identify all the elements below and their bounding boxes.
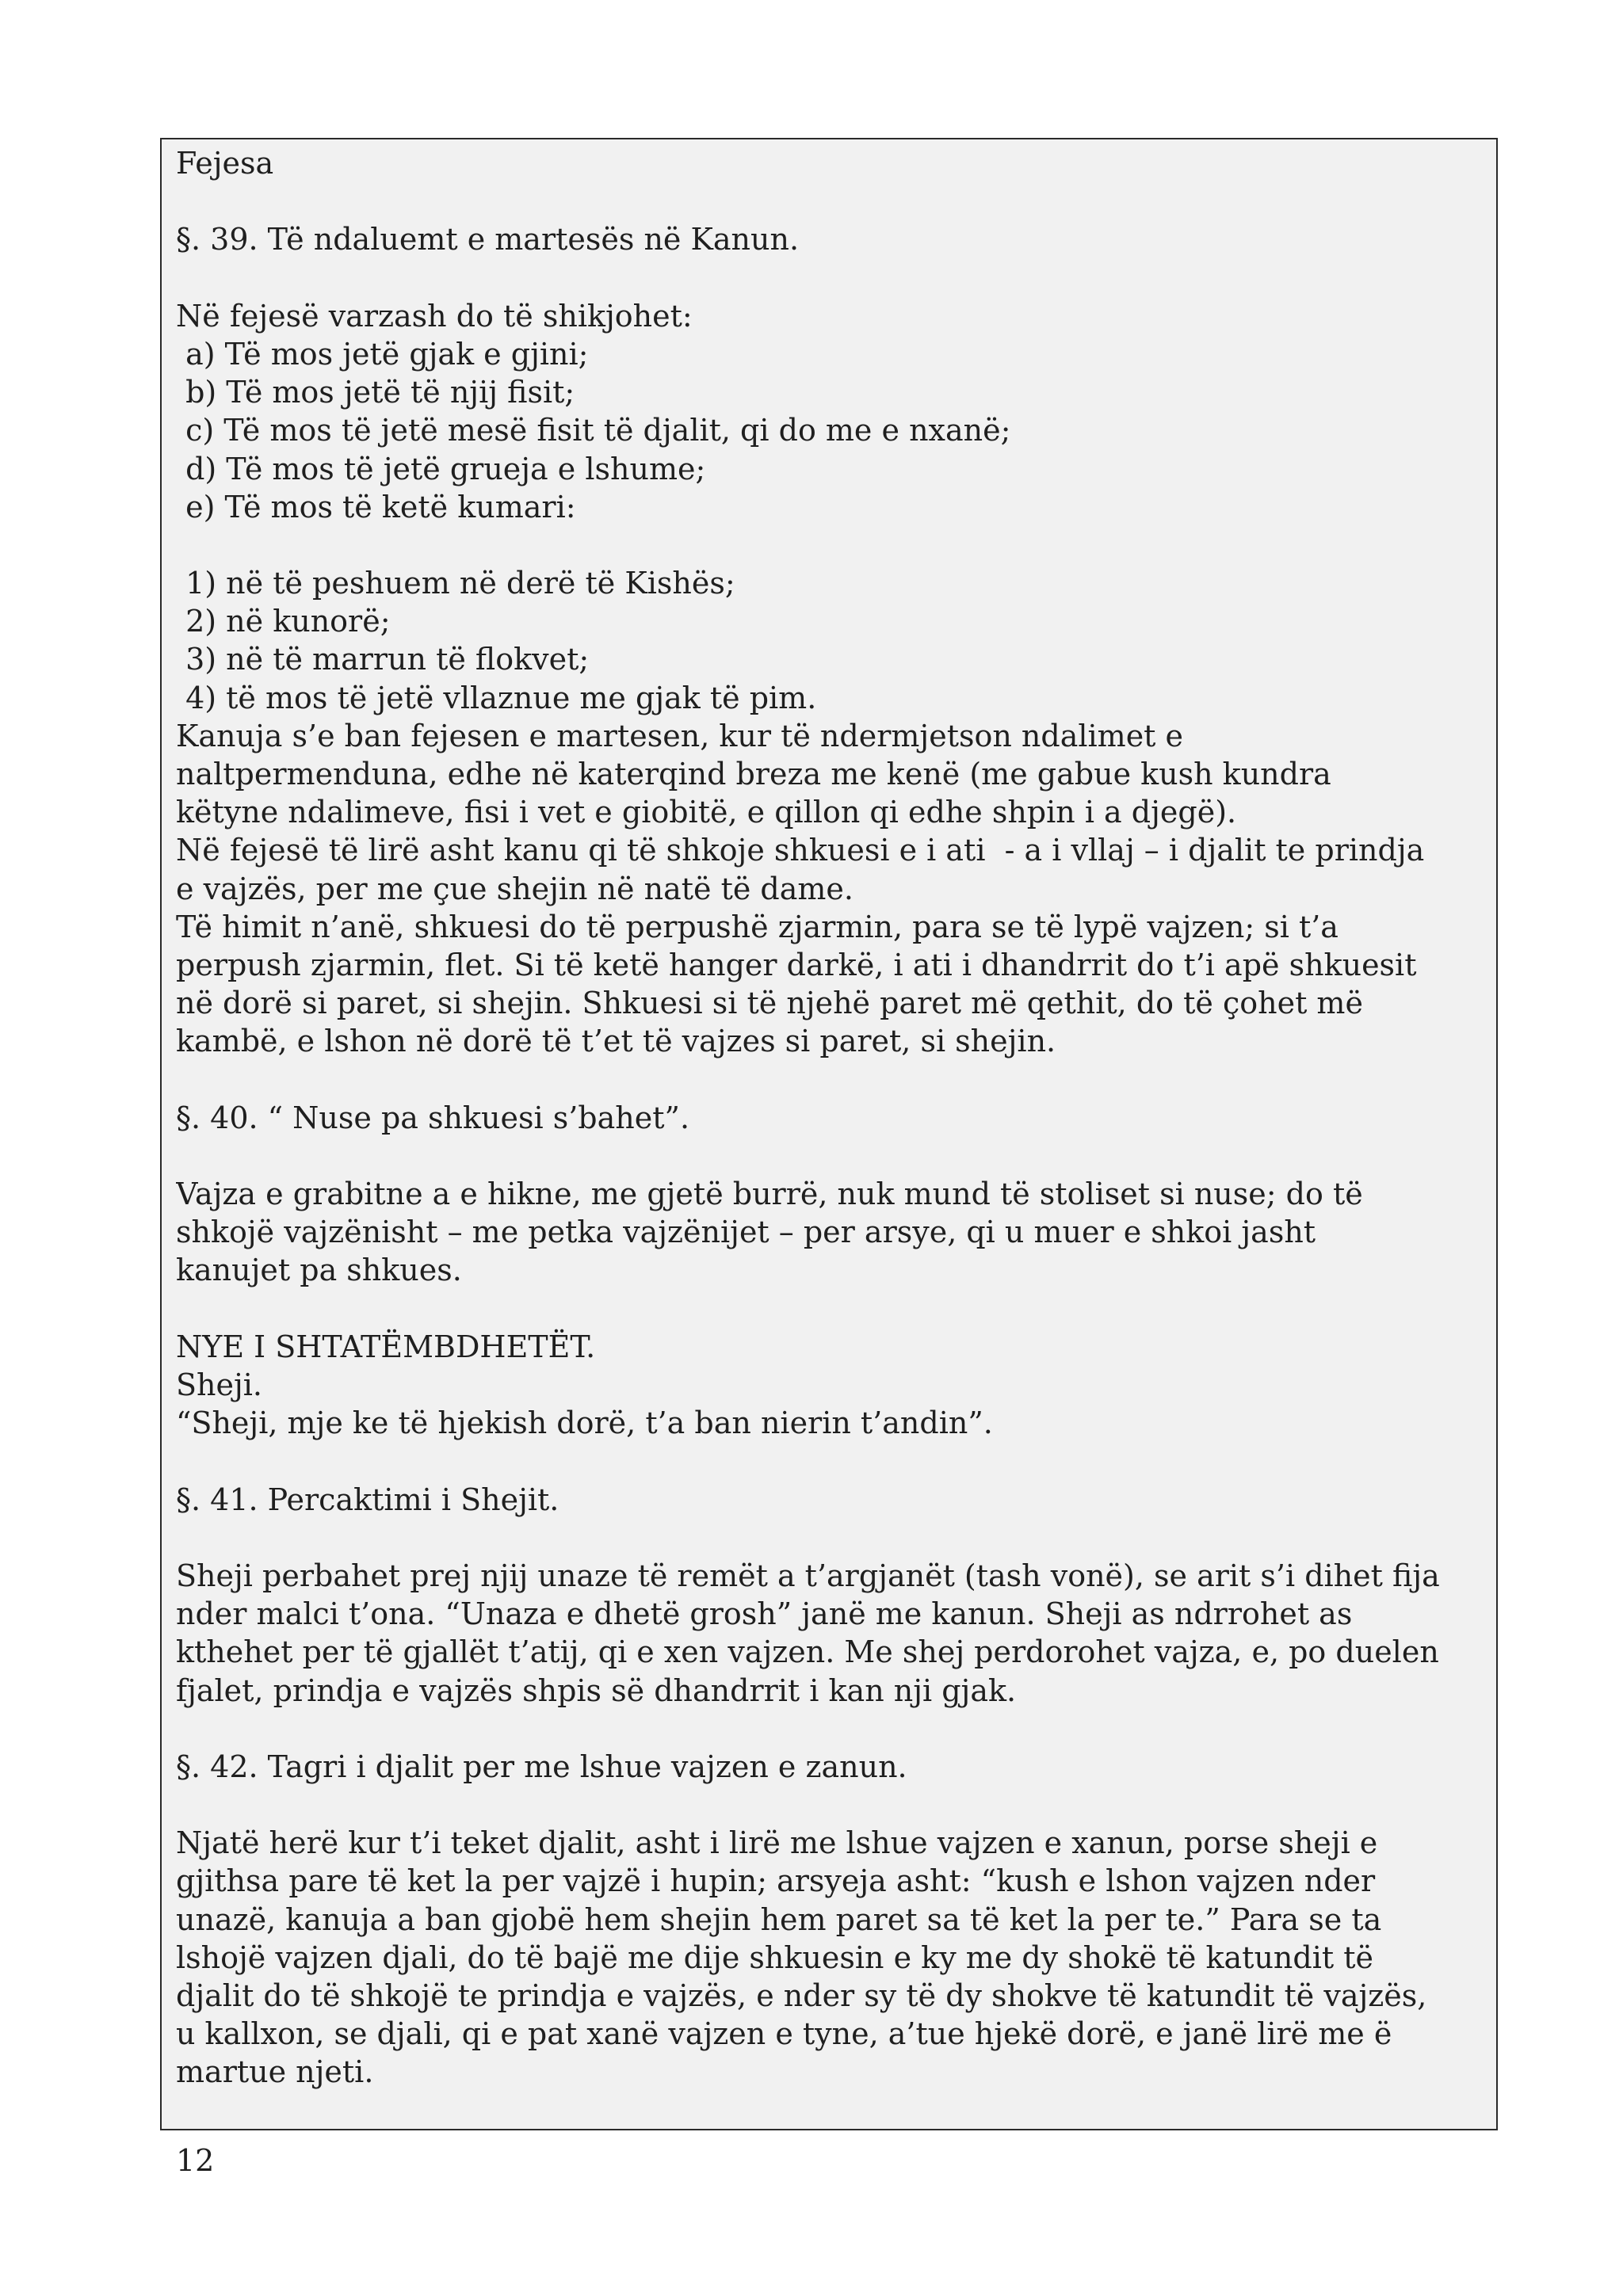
- text-line: lshojë vajzen djali, do të bajë me dije shkuesin e ky me dy shokë të katundit të: [176, 1939, 1373, 1975]
- blank-line: [176, 182, 1482, 220]
- text-line: Në fejesë të lirë asht kanu qi të shkoje shkuesi e i ati - a i vllaj – i djalit te prindja: [176, 833, 1425, 868]
- text-line: §. 42. Tagri i djalit per me lshue vajzen e zanun.: [176, 1749, 907, 1784]
- text-line: Të himit n’anë, shkuesi do të perpushë zjarmin, para se të lypë vajzen; si t’a: [176, 909, 1338, 944]
- text-line: 2) në kunorë;: [176, 604, 391, 639]
- text-line: §. 40. “ Nuse pa shkuesi s’bahet”.: [176, 1100, 690, 1135]
- text-line: naltpermenduna, edhe në katerqind breza me kenë (me gabue kush kundra: [176, 757, 1331, 791]
- text-line: unazë, kanuja a ban gjobë hem shejin hem paret sa të ket la per te.” Para se ta: [176, 1901, 1382, 1937]
- text-line: c) Të mos të jetë mesë fisit të djalit, qi do me e nxanë;: [176, 413, 1011, 448]
- blank-line: [176, 1442, 1482, 1480]
- text-line: a) Të mos jetë gjak e gjini;: [176, 336, 589, 372]
- text-line: e) Të mos të ketë kumari:: [176, 489, 576, 524]
- text-line: e vajzës, per me çue shejin në natë të dame.: [176, 871, 854, 906]
- text-line: Kanuja s’e ban fejesen e martesen, kur të ndermjetson ndalimet e: [176, 718, 1184, 753]
- text-line: d) Të mos të jetë grueja e lshume;: [176, 451, 706, 486]
- blank-line: [176, 1519, 1482, 1557]
- text-line: §. 39. Të ndaluemt e martesës në Kanun.: [176, 222, 800, 257]
- text-frame: [160, 138, 1498, 2130]
- text-line: kthehet per të gjallët t’atij, qi e xen vajzen. Me shej perdorohet vajza, e, po duelen: [176, 1634, 1439, 1670]
- blank-line: [176, 1137, 1482, 1175]
- text-line: §. 41. Percaktimi i Shejit.: [176, 1482, 559, 1517]
- blank-line: [176, 1061, 1482, 1099]
- text-line: Në fejesë varzash do të shikjohet:: [176, 298, 693, 334]
- text-line: Njatë herë kur t’i teket djalit, asht i lirë me lshue vajzen e xanun, porse sheji e: [176, 1825, 1378, 1861]
- text-line: u kallxon, se djali, qi e pat xanë vajzen e tyne, a’tue hjekë dorë, e janë lirë me ë: [176, 2016, 1392, 2052]
- blank-line: [176, 1290, 1482, 1328]
- text-line: nder malci t’ona. “Unaza e dhetë grosh” janë me kanun. Sheji as ndrrohet as: [176, 1596, 1353, 1632]
- text-line: kanujet pa shkues.: [176, 1253, 462, 1288]
- text-line: b) Të mos jetë të njij fisit;: [176, 375, 575, 410]
- blank-line: [176, 259, 1482, 297]
- text-line: Sheji perbahet prej njij unaze të remët a t’argjanët (tash vonë), se arit s’i dihet fija: [176, 1558, 1440, 1593]
- text-line: 3) në të marrun të flokvet;: [176, 642, 590, 677]
- text-line: gjithsa pare të ket la per vajzë i hupin; arsyeja asht: “kush e lshon vajzen nder: [176, 1863, 1376, 1899]
- blank-line: [176, 526, 1482, 564]
- text-line: këtyne ndalimeve, fisi i vet e giobitë, e qillon qi edhe shpin i a djegë).: [176, 795, 1237, 830]
- text-line: Vajza e grabitne a e hikne, me gjetë burrë, nuk mund të stoliset si nuse; do të: [176, 1177, 1363, 1212]
- text-line: 4) të mos të jetë vllaznue me gjak të pim.: [176, 680, 817, 715]
- text-line: Sheji.: [176, 1367, 263, 1402]
- blank-line: [176, 1710, 1482, 1748]
- text-line: djalit do të shkojë te prindja e vajzës, e nder sy të dy shokve të katundit të vajzës,: [176, 1978, 1427, 2013]
- text-line: në dorë si paret, si shejin. Shkuesi si të njehë paret më qethit, do të çohet më: [176, 986, 1363, 1021]
- page-number: 12: [176, 2143, 215, 2178]
- text-line: shkojë vajzënisht – me petka vajzënijet – per arsye, qi u muer e shkoi jasht: [176, 1215, 1316, 1250]
- text-line: fjalet, prindja e vajzës shpis së dhandrrit i kan nji gjak.: [176, 1672, 1017, 1708]
- text-line: 1) në të peshuem në derë të Kishës;: [176, 566, 735, 601]
- text-line: “Sheji, mje ke të hjekish dorë, t’a ban nierin t’andin”.: [176, 1405, 993, 1441]
- text-line: NYE I SHTATËMBDHETËT.: [176, 1329, 596, 1364]
- text-line: Fejesa: [176, 146, 274, 181]
- text-line: martue njeti.: [176, 2054, 374, 2090]
- text-line: kambë, e lshon në dorë të t’et të vajzes si paret, si shejin.: [176, 1024, 1056, 1059]
- blank-line: [176, 1786, 1482, 1824]
- text-line: perpush zjarmin, flet. Si të ketë hanger darkë, i ati i dhandrrit do t’i apë shkuesit: [176, 947, 1417, 982]
